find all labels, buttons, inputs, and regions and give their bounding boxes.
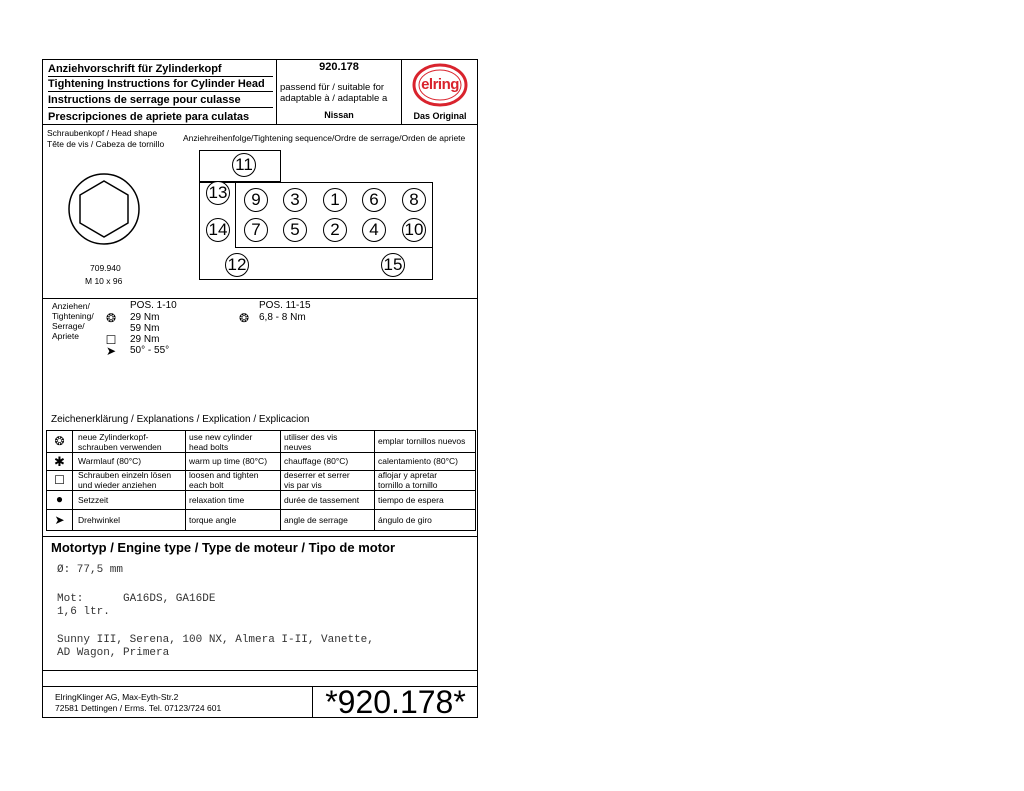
- bolt-position-8: 8: [402, 188, 426, 212]
- tightening-label-fr: Serrage/: [52, 321, 85, 331]
- tightening-label-en: Tightening/: [52, 311, 94, 321]
- engine-models-1: Sunny III, Serena, 100 NX, Almera I-II, Vanette,: [57, 634, 374, 646]
- head-shape-label-2: Tête de vis / Cabeza de tornillo: [47, 139, 165, 149]
- bolt-position-7: 7: [244, 218, 268, 242]
- title-en: Tightening Instructions for Cylinder Head: [48, 78, 273, 92]
- legend-col-divider-1: [72, 430, 73, 531]
- bolt-position-12: 12: [225, 253, 249, 277]
- bolt-position-2: 2: [323, 218, 347, 242]
- legend-row4-de: Setzzeit: [78, 495, 109, 505]
- legend-row2-en: warm up time (80°C): [189, 456, 268, 466]
- group1-title: POS. 1-10: [130, 300, 177, 311]
- group1-step4-value: 50° - 55°: [130, 345, 170, 356]
- bolt-position-13: 13: [206, 181, 230, 205]
- legend-row2-de: Warmlauf (80°C): [78, 456, 142, 466]
- engine-mot-label: Mot:: [57, 593, 84, 605]
- legend-row3-es: aflojar y apretar tornillo a tornillo: [378, 470, 438, 490]
- engine-codes: GA16DS, GA16DE: [123, 593, 216, 605]
- hex-bolt-head-icon: [67, 172, 141, 246]
- bolt-position-4: 4: [362, 218, 386, 242]
- legend-row4-fr: durée de tassement: [284, 495, 360, 505]
- barcode-text: *920.178*: [325, 684, 466, 720]
- bolt-position-14: 14: [206, 218, 230, 242]
- tightening-label: [52, 301, 94, 341]
- legend-row4-es: tiempo de espera: [378, 495, 444, 505]
- engine-bore: Ø: 77,5 mm: [57, 564, 124, 576]
- legend-title: Zeichenerklärung / Explanations / Explication / Explicacion: [51, 414, 310, 425]
- logo-tagline: Das Original: [413, 111, 467, 121]
- title-block: [43, 59, 276, 124]
- group1-step2-value: 59 Nm: [130, 323, 160, 334]
- group1-step3-value: 29 Nm: [130, 334, 160, 345]
- title-de: Anziehvorschrift für Zylinderkopf: [48, 63, 273, 77]
- title-fr: Instructions de serrage pour culasse: [48, 94, 273, 108]
- suitable-line2: adaptable à / adaptable a: [280, 93, 388, 104]
- legend-row5-de: Drehwinkel: [78, 515, 121, 525]
- logo-text: elring: [421, 76, 459, 93]
- group2-title: POS. 11-15: [259, 300, 311, 311]
- engine-title: Motortyp / Engine type / Type de moteur / Tipo de motor: [51, 540, 396, 555]
- sequence-label: Anziehreihenfolge/Tightening sequence/Ordre de serrage/Orden de apriete: [183, 133, 466, 143]
- legend-row3-fr: deserrer et serrer vis par vis: [284, 470, 350, 490]
- legend-row3-de: Schrauben einzeln lösen und wieder anziehen: [78, 470, 172, 490]
- engine-displacement: 1,6 ltr.: [57, 606, 110, 618]
- legend-row4-en: relaxation time: [189, 495, 245, 505]
- legend-row-divider-1: [46, 452, 476, 453]
- bolt-position-9: 9: [244, 188, 268, 212]
- legend-warm-up-icon: ✱: [54, 454, 65, 469]
- bolt-position-10: 10: [402, 218, 426, 242]
- bolt-position-11: 11: [232, 153, 256, 177]
- legend-row-divider-3: [46, 490, 476, 491]
- sequence-divider: [42, 298, 478, 299]
- group1-step1-value: 29 Nm: [130, 312, 160, 323]
- legend-row-divider-4: [46, 509, 476, 510]
- bolt-position-15: 15: [381, 253, 405, 277]
- new-bolts-icon: ❂: [105, 311, 117, 325]
- address-line-1: ElringKlinger AG, Max-Eyth-Str.2: [55, 692, 179, 702]
- legend-row1-fr: utiliser des vis neuves: [284, 432, 338, 452]
- legend-row1-es: emplar tornillos nuevos: [378, 436, 466, 446]
- legend-col-divider-3: [280, 430, 281, 531]
- vehicle-make: Nissan: [324, 110, 354, 120]
- bolt-number: 709.940: [90, 263, 121, 273]
- legend-row1-en: use new cylinder head bolts: [189, 432, 253, 452]
- logo-block: [402, 59, 478, 124]
- bolt-position-5: 5: [283, 218, 307, 242]
- part-block: [277, 59, 401, 124]
- legend-row5-en: torque angle: [189, 515, 237, 525]
- title-es: Prescripciones de apriete para culatas: [48, 111, 250, 123]
- head-shape-label-1: Schraubenkopf / Head shape: [47, 128, 158, 138]
- bolt-position-1: 1: [323, 188, 347, 212]
- tightening-label-de: Anziehen/: [52, 301, 90, 311]
- legend-col-divider-2: [185, 430, 186, 531]
- legend-torque-angle-icon: ➤: [54, 513, 65, 527]
- legend-row3-en: loosen and tighten each bolt: [189, 470, 259, 490]
- suitable-line1: passend für / suitable for: [280, 82, 385, 93]
- engine-models-2: AD Wagon, Primera: [57, 647, 170, 659]
- tightening-label-es: Apriete: [52, 331, 79, 341]
- bolt-position-6: 6: [362, 188, 386, 212]
- group2-new-bolts-icon: ❂: [238, 311, 250, 325]
- group2-step1-value: 6,8 - 8 Nm: [259, 312, 306, 323]
- legend-relaxation-icon: ●: [55, 492, 64, 506]
- legend-row5-es: ángulo de giro: [378, 515, 432, 525]
- legend-col-divider-4: [374, 430, 375, 531]
- header-divider: [42, 124, 478, 125]
- loosen-tighten-icon: ☐: [105, 333, 117, 347]
- torque-angle-icon: ➤: [105, 344, 117, 358]
- legend-new-bolts-icon: ❂: [54, 434, 65, 448]
- address-line-2: 72581 Dettingen / Erms. Tel. 07123/724 601: [55, 703, 222, 713]
- legend-loosen-tighten-icon: ☐: [54, 473, 65, 487]
- legend-bottom-divider: [42, 536, 478, 537]
- legend-row5-fr: angle de serrage: [284, 515, 348, 525]
- legend-row2-es: calentamiento (80°C): [378, 456, 458, 466]
- legend-row2-fr: chauffage (80°C): [284, 456, 349, 466]
- legend-row1-de: neue Zylinderkopf- schrauben verwenden: [78, 432, 162, 452]
- part-number: 920.178: [319, 61, 359, 73]
- footer-divider-1: [42, 670, 478, 671]
- bolt-position-3: 3: [283, 188, 307, 212]
- bolt-size: M 10 x 96: [85, 276, 123, 286]
